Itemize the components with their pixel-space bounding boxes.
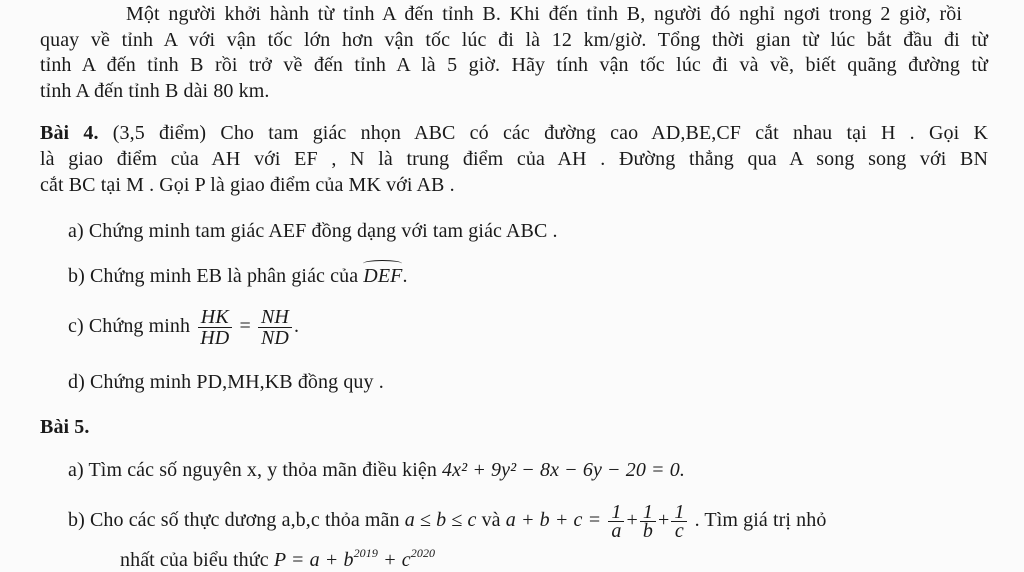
period: . <box>402 265 408 287</box>
bai5-part-b-text: b) Cho các số thực dương a,b,c thỏa mãn <box>68 509 400 531</box>
bai5-part-b-suffix: . Tìm giá trị nhỏ <box>694 509 827 531</box>
bai5-part-a-text: a) Tìm các số nguyên x, y thỏa mãn điều kiện <box>68 459 437 481</box>
intro-line-1-text: Một người khởi hành từ tỉnh A đến tỉnh B. Khi đến tỉnh B, người đó nghỉ ngơi trong 2 giờ, rồi <box>126 3 962 25</box>
angle-def: DEF <box>363 265 403 287</box>
bai4-line-1-text: (3,5 điểm) Cho tam giác nhọn ABC có các đường cao AD,BE,CF cắt nhau tại H . Gọi K <box>112 122 989 144</box>
fraction-numerator: HK <box>198 307 232 328</box>
fraction-numerator: 1 <box>608 503 624 522</box>
fraction-denominator: b <box>642 519 653 542</box>
equals-sign: = <box>239 315 251 337</box>
bai4-part-d: d) Chứng minh PD,MH,KB đồng quy . <box>68 371 384 393</box>
bai4-part-c <box>68 304 299 348</box>
intro-line-1 <box>40 2 962 26</box>
intro-line-3: tỉnh A đến tỉnh B rồi trở về đến tỉnh A là 5 giờ. Hãy tính vận tốc lúc đi và về, biết quãng đường từ <box>40 54 988 76</box>
bai5-last-line <box>120 548 435 572</box>
fraction-denominator: ND <box>260 326 289 349</box>
bai4-part-b-text: b) Chứng minh EB là phân giác của <box>68 265 359 287</box>
bai4-part-a: a) Chứng minh tam giác AEF đồng dạng với tam giác ABC . <box>68 220 558 242</box>
fraction-numerator: NH <box>258 307 292 328</box>
plus-sign: + <box>626 509 638 531</box>
bai4-title: Bài 4. <box>40 122 99 144</box>
fraction-denominator: HD <box>200 326 230 349</box>
fraction-denominator: c <box>674 519 684 542</box>
period: . <box>293 315 300 337</box>
fraction-1-c <box>671 500 687 542</box>
bai5-equation: 4x² + 9y² − 8x − 6y − 20 = 0. <box>442 459 685 481</box>
bai5-and: và <box>481 509 501 531</box>
bai4-line-2: là giao điểm của AH với EF , N là trung điểm của AH . Đường thẳng qua A song song với BN <box>40 148 988 170</box>
bai5-expression: $P = a + b^{2019} + c^{2020}$ <box>273 546 436 571</box>
bai4-line-1 <box>40 121 988 145</box>
fraction-numerator: 1 <box>671 503 687 522</box>
plus-sign: + <box>657 509 670 531</box>
bai5-sum: a + b + c = <box>505 509 602 531</box>
exponent-2019: 2019 <box>353 546 378 560</box>
bai4-part-b <box>68 264 408 288</box>
exponent-2020: 2020 <box>410 546 436 560</box>
fraction-numerator: 1 <box>640 503 656 522</box>
intro-line-2: quay về tỉnh A với vận tốc lớn hơn vận tốc lúc đi là 12 km/giờ. Tổng thời gian từ lúc bắt đầu đi từ <box>40 29 988 51</box>
bai5-last-text: nhất của biểu thức <box>120 549 269 571</box>
bai4-part-c-text: c) Chứng minh <box>68 315 191 337</box>
fraction-denominator: a <box>611 519 622 542</box>
fraction-nh-nd <box>258 307 292 348</box>
bai5-part-b <box>68 498 826 542</box>
fraction-1-a <box>608 500 624 542</box>
bai5-condition: a ≤ b ≤ c <box>404 509 477 531</box>
fraction-1-b <box>640 500 656 542</box>
fraction-hk-hd <box>197 307 232 348</box>
bai5-part-a <box>68 458 685 482</box>
expression-base: P = a + b <box>273 549 354 571</box>
bai4-line-3: cắt BC tại M . Gọi P là giao điểm của MK với AB . <box>40 174 455 196</box>
bai5-title <box>40 415 90 439</box>
intro-line-4: tỉnh A đến tỉnh B dài 80 km. <box>40 80 270 102</box>
bai5-title-text: Bài 5. <box>40 416 90 438</box>
